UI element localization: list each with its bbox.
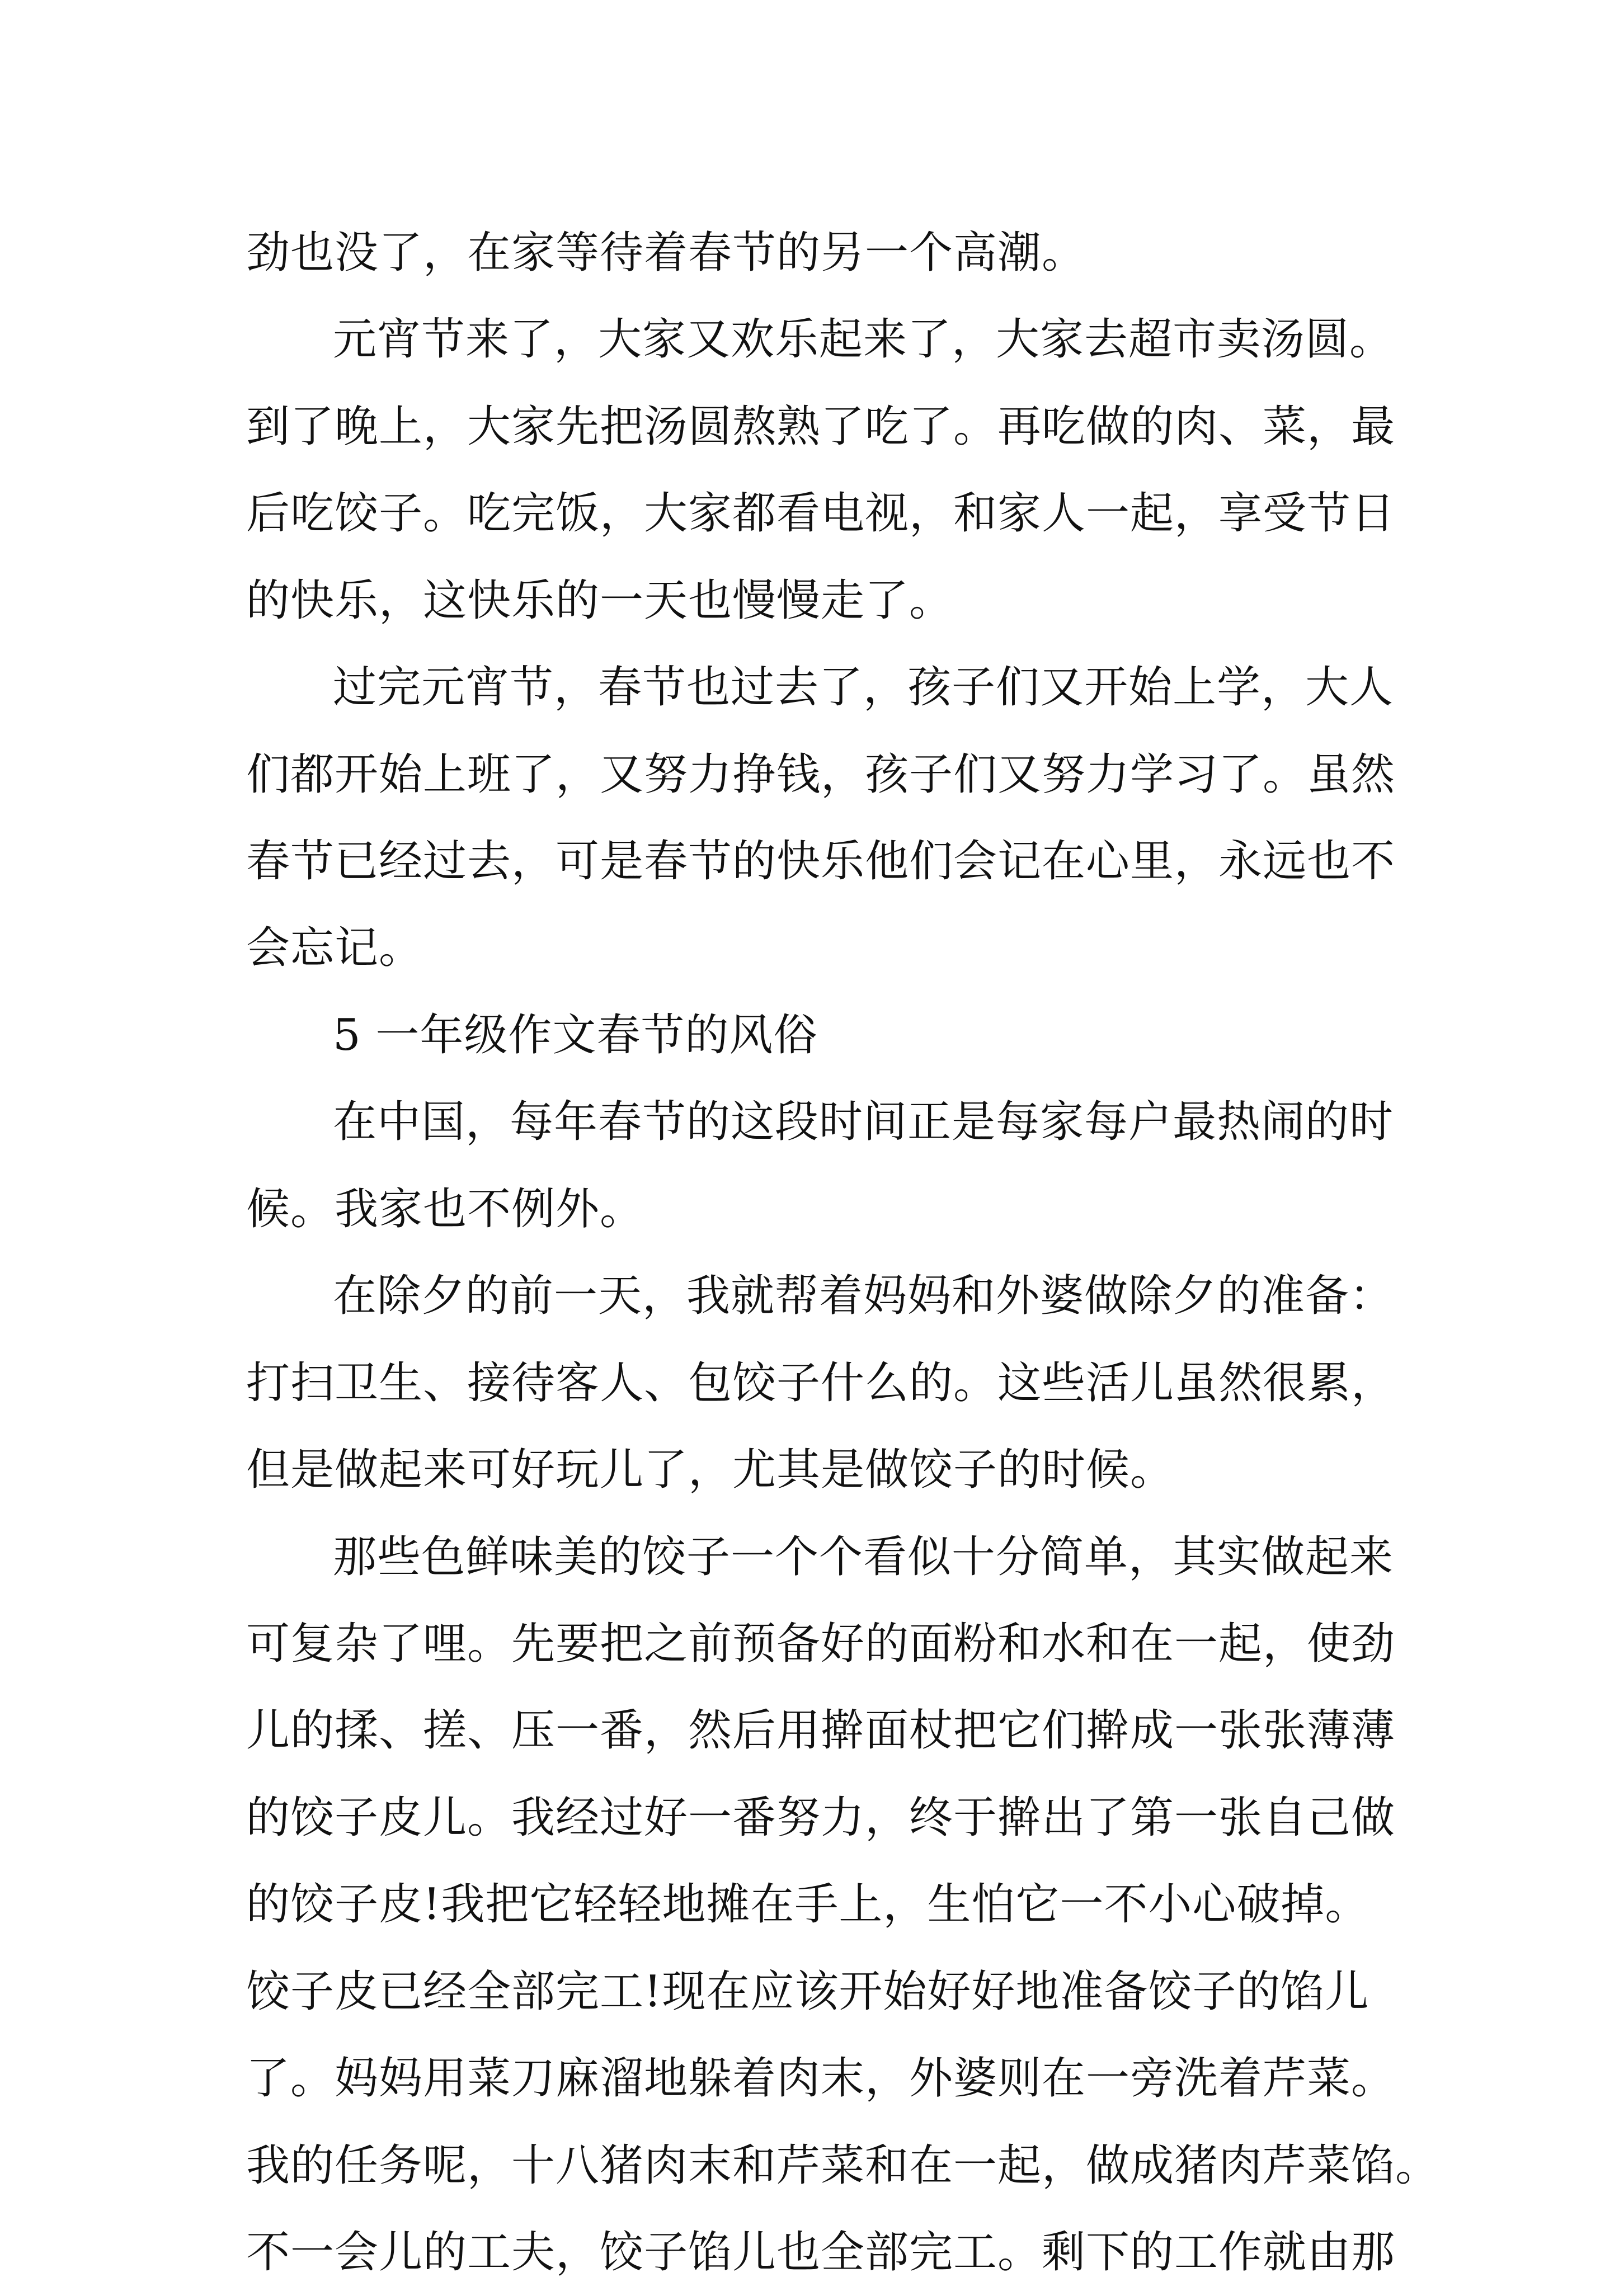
text-line: 到了晚上，大家先把汤圆熬熟了吃了。再吃做的肉、菜，最 xyxy=(246,402,1396,452)
paragraph-start-line: 元宵节来了，大家又欢乐起来了，大家去超市卖汤圆。 xyxy=(333,314,1394,365)
text-line: 劲也没了，在家等待着春节的另一个高潮。 xyxy=(246,228,1086,278)
text-line: 儿的揉、搓、压一番，然后用擀面杖把它们擀成一张张薄薄 xyxy=(246,1705,1396,1756)
text-line: 的饺子皮!我把它轻轻地摊在手上，生怕它一不小心破掉。 xyxy=(246,1879,1369,1930)
section-heading: 5 一年级作文春节的风俗 xyxy=(333,1010,818,1060)
text-line: 打扫卫生、接待客人、包饺子什么的。这些活儿虽然很累， xyxy=(246,1358,1396,1408)
paragraph-start-line: 在中国，每年春节的这段时间正是每家每户最热闹的时 xyxy=(333,1097,1394,1147)
paragraph-start-line: 那些色鲜味美的饺子一个个看似十分简单，其实做起来 xyxy=(333,1532,1394,1582)
text-line: 不一会儿的工夫，饺子馅儿也全部完工。剩下的工作就由那 xyxy=(246,2227,1396,2278)
text-line: 候。我家也不例外。 xyxy=(246,1184,644,1234)
paragraph-start-line: 在除夕的前一天，我就帮着妈妈和外婆做除夕的准备： xyxy=(333,1271,1394,1321)
text-line: 后吃饺子。吃完饭，大家都看电视，和家人一起，享受节日 xyxy=(246,488,1396,539)
text-line: 的快乐，这快乐的一天也慢慢走了。 xyxy=(246,576,954,626)
text-line: 会忘记。 xyxy=(246,923,423,973)
text-line: 了。妈妈用菜刀麻溜地躲着肉末，外婆则在一旁洗着芹菜。 xyxy=(246,2053,1396,2104)
text-line: 但是做起来可好玩儿了，尤其是做饺子的时候。 xyxy=(246,1445,1175,1495)
text-line: 可复杂了哩。先要把之前预备好的面粉和水和在一起，使劲 xyxy=(246,1619,1396,1669)
text-line: 们都开始上班了，又努力挣钱，孩子们又努力学习了。虽然 xyxy=(246,749,1396,800)
text-line: 春节已经过去，可是春节的快乐他们会记在心里，永远也不 xyxy=(246,836,1396,887)
paragraph-start-line: 过完元宵节，春节也过去了，孩子们又开始上学，大人 xyxy=(333,662,1394,713)
text-line: 的饺子皮儿。我经过好一番努力，终于擀出了第一张自己做 xyxy=(246,1793,1396,1843)
text-line: 我的任务呢，十八猪肉末和芹菜和在一起，做成猪肉芹菜馅。 xyxy=(246,2141,1440,2191)
text-line: 饺子皮已经全部完工!现在应该开始好好地准备饺子的馅儿 xyxy=(246,1967,1369,2017)
